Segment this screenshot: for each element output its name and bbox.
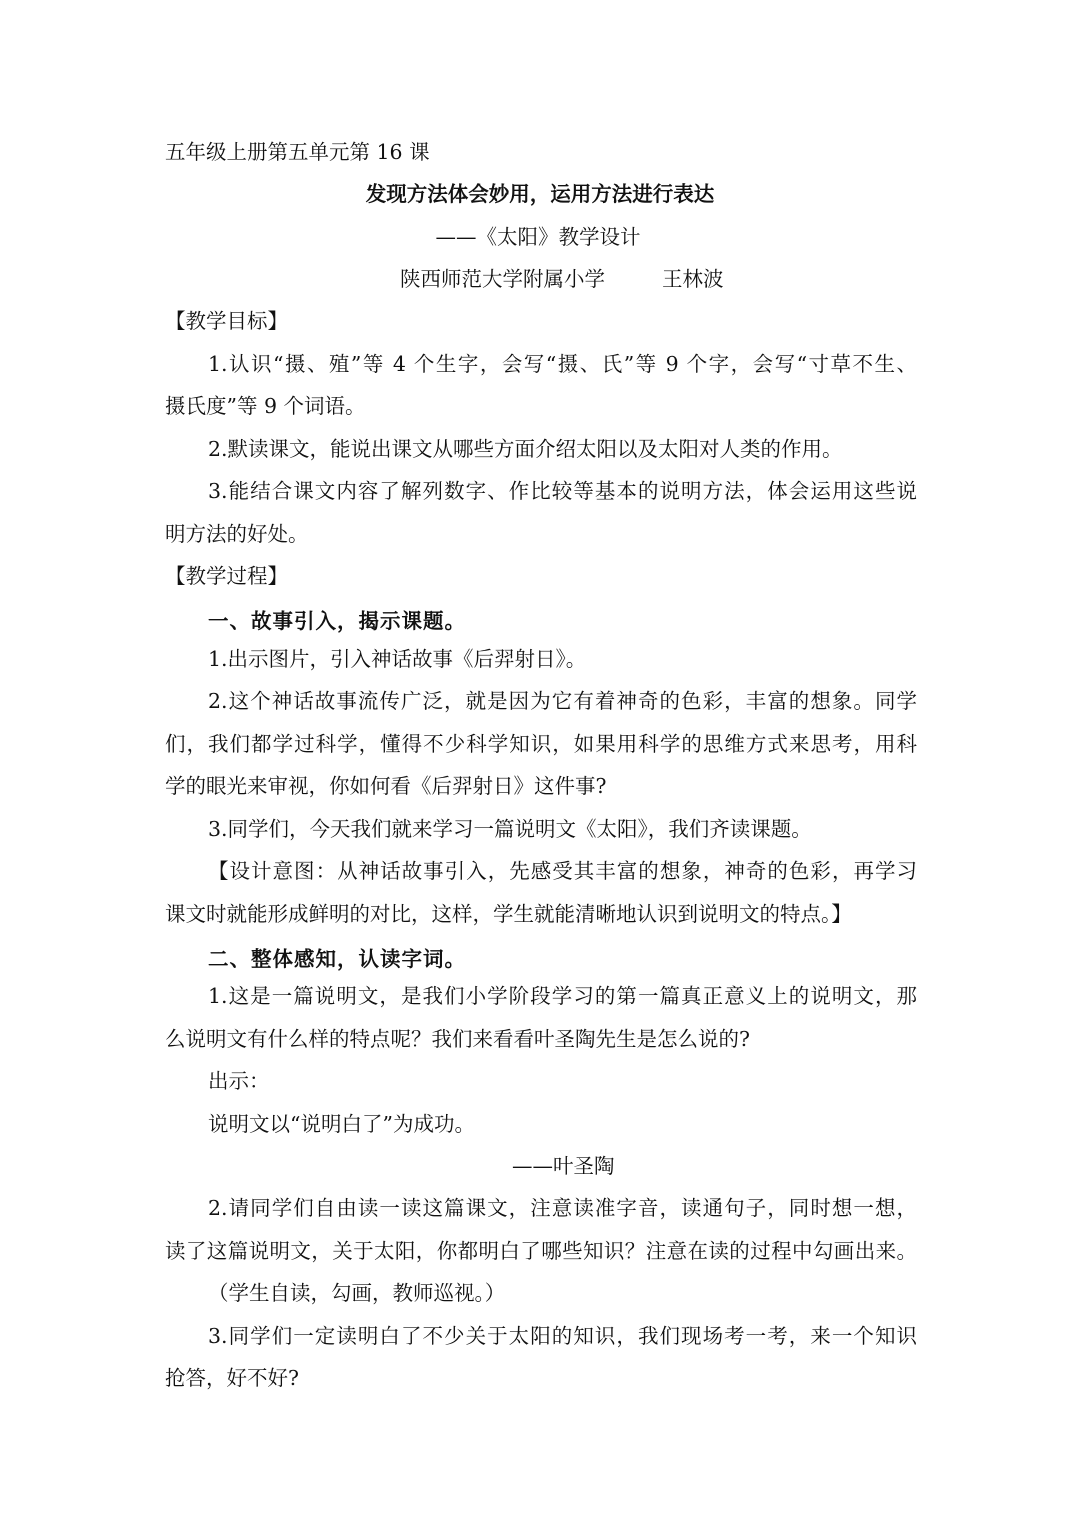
process-line: 1.出示图片，引入神话故事《后羿射日》。 [208,647,587,671]
school-name: 陕西师范大学附属小学 [400,267,605,291]
goal-line: 1.认识“摄、殖”等 4 个生字，会写“摄、氏”等 9 个字，会写“寸草不生、 [208,352,917,376]
goal-line: 2.默读课文，能说出课文从哪些方面介绍太阳以及太阳对人类的作用。 [208,437,843,461]
goal-line: 摄氏度”等 9 个词语。 [165,394,366,418]
goals-heading: 【教学目标】 [165,309,288,333]
process-line: 出示： [208,1069,270,1093]
lesson-header: 五年级上册第五单元第 16 课 [165,140,430,164]
process-heading: 【教学过程】 [165,564,288,588]
author-name: 王林波 [662,267,724,291]
quote-attribution: ——叶圣陶 [512,1154,615,1178]
goal-line: 明方法的好处。 [165,522,309,546]
process-line: 3.同学们一定读明白了不少关于太阳的知识，我们现场考一考，来一个知识 [208,1324,917,1348]
process-line: 么说明文有什么样的特点呢？我们来看看叶圣陶先生是怎么说的? [165,1027,750,1051]
process-line: 学的眼光来审视，你如何看《后羿射日》这件事? [165,774,607,798]
section-1-heading: 一、故事引入，揭示课题。 [208,609,466,633]
process-line: （学生自读，勾画，教师巡视。） [208,1281,506,1305]
goal-line: 3.能结合课文内容了解列数字、作比较等基本的说明方法，体会运用这些说 [208,479,917,503]
process-line: 2.请同学们自由读一读这篇课文，注意读准字音，读通句子，同时想一想， [208,1196,917,1220]
process-line: 3.同学们，今天我们就来学习一篇说明文《太阳》，我们齐读课题。 [208,817,812,841]
process-line: 2.这个神话故事流传广泛，就是因为它有着神奇的色彩，丰富的想象。同学 [208,689,917,713]
process-line: 抢答，好不好? [165,1366,299,1390]
design-intent-line: 【设计意图：从神话故事引入，先感受其丰富的想象，神奇的色彩，再学习 [208,859,917,883]
document-subtitle: ——《太阳》教学设计 [435,225,641,249]
process-line: 们，我们都学过科学，懂得不少科学知识，如果用科学的思维方式来思考，用科 [165,732,917,756]
design-intent-line: 课文时就能形成鲜明的对比，这样，学生就能清晰地认识到说明文的特点。】 [165,902,852,926]
section-2-heading: 二、整体感知，认读字词。 [208,947,466,971]
quote-text: 说明文以“说明白了”为成功。 [208,1112,475,1136]
process-line: 读了这篇说明文，关于太阳，你都明白了哪些知识？注意在读的过程中勾画出来。 [165,1239,917,1263]
process-line: 1.这是一篇说明文，是我们小学阶段学习的第一篇真正意义上的说明文，那 [208,984,917,1008]
document-title: 发现方法体会妙用，运用方法进行表达 [365,182,715,206]
